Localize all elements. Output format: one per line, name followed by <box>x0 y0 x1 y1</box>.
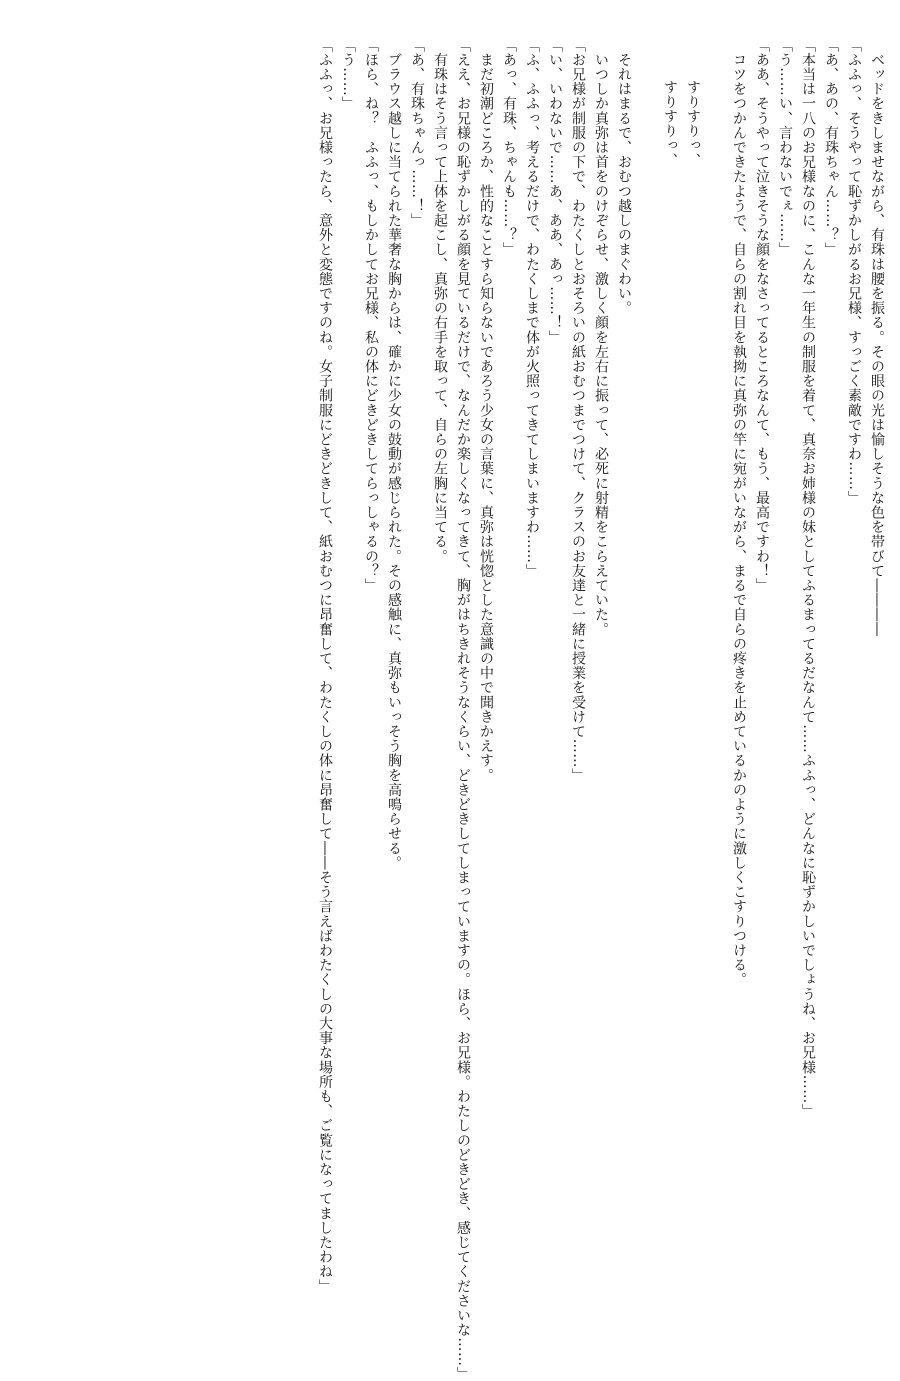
text-line: 「お兄様が制服の下で、わたくしとおそろいの紙おむつまでつけて、クラスのお友達と一緒に授業を受けて……」 <box>570 38 586 783</box>
text-line: 「ふふっ、そうやって恥ずかしがるお兄様、すっごく素敵ですわ……」 <box>846 38 862 506</box>
blank-line <box>704 38 727 578</box>
text-line: 有珠はそう言って上体を起こし、真弥の右手を取って、自らの左胸に当てる。 <box>432 38 448 564</box>
text-line: 「本当は一八のお兄様なのに、こんな一年生の制服を着て、真奈お姉様の妹としてふるまってるだなんて……ふふっ、どんなに恥ずかしいでしょうね、お兄様……」 <box>800 38 816 1119</box>
text-line: コツをつかんできたようで、自らの割れ目を執拗に真弥の竿に宛がいながら、まるで自らの疼きを止めているかのように激しくこすりつける。 <box>731 38 747 987</box>
blank-line <box>635 38 658 578</box>
onomatopoeia-line: すりすりっ、 <box>685 80 701 168</box>
text-line: 「ええ、お兄様の恥ずかしがる顔を見ているだけで、なんだか楽しくなってきて、胸がはちきれそうなくらい、どきどきしてしまっていますの。ほら、お兄様。わたしのどきどき、感じてくださいな……」 <box>455 38 471 1381</box>
text-line: 「ふ、ふふっ、考えるだけで、わたくしまで体が火照ってきてしまいますわ……」 <box>524 38 540 579</box>
text-line: 「う……い、言わないでぇ……」 <box>777 38 793 257</box>
text-line: ブラウス越しに当てられた華奢な胸からは、確かに少女の鼓動が感じられた。その感触に、真弥もいっそう胸を高鳴らせる。 <box>386 38 402 871</box>
text-line: 「あ、あの、有珠ちゃん……？」 <box>823 38 839 257</box>
text-line: 「う……」 <box>340 38 356 111</box>
text-line: まだ初潮どころか、性的なことすら知らないであろう少女の言葉に、真弥は恍惚とした意識の中で聞きかえす。 <box>478 38 494 783</box>
text-line: 「い、いわないで……あ、ああ、あっ……！」 <box>547 38 563 345</box>
text-line: それはまるで、おむつ越しのまぐわい。 <box>616 38 632 316</box>
text-line: 「あっ、有珠、ちゃんも……？」 <box>501 38 517 257</box>
text-line: 「ふふっ、お兄様ったら、意外と変態ですのね。女子制服にどきどきして、紙おむつに昂奮して、わたくしの体に昂奮して――そう言えばわたくしの大事な場所も、ご覧になってましたわね」 <box>317 38 333 1294</box>
vertical-text-body <box>313 38 888 1381</box>
text-line: ベッドをきしませながら、有珠は腰を振る。その眼の光は愉しそうな色を帯びて―――― <box>869 38 885 637</box>
text-line: 「ああ、そうやって泣きそうな顔をなさってるところなんて、もう、最高ですわ！」 <box>754 38 770 593</box>
text-line: いつしか真弥は首をのけぞらせ、激しく顔を左右に振って、必死に射精をこらえていた。 <box>593 38 609 637</box>
text-line: 「ほら、ね？ ふふっ、もしかしてお兄様、私の体にどきどきしてらっしゃるの？」 <box>363 38 379 593</box>
onomatopoeia-line: すりすりっ、 <box>662 80 678 168</box>
text-line: 「あ、有珠ちゃんっ……！」 <box>409 38 425 228</box>
